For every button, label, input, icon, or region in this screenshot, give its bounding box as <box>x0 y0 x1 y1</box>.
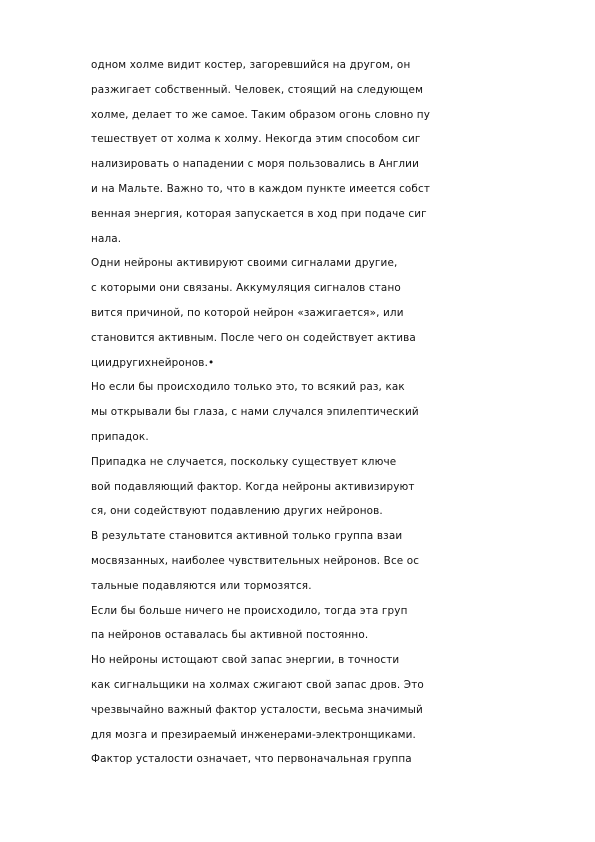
text-line: Припадка не случается, поскольку существует ключе <box>91 455 397 468</box>
text-line: Фактор усталости означает, что первоначальная группа <box>91 753 412 766</box>
text-line: циидругихнейронов.• <box>91 356 215 369</box>
text-line: и на Мальте. Важно то, что в каждом пункте имеется собст <box>91 182 431 195</box>
text-line: Но нейроны истощают свой запас энергии, в точности <box>91 654 400 667</box>
text-line: вой подавляющий фактор. Когда нейроны активизируют <box>91 480 415 493</box>
text-line: припадок. <box>91 430 149 443</box>
text-line: венная энергия, которая запускается в ход при подаче сиг <box>91 207 427 220</box>
text-line: Если бы больше ничего не происходило, тогда эта груп <box>91 604 408 617</box>
text-line: чрезвычайно важный фактор усталости, весьма значимый <box>91 703 423 716</box>
text-line: мы открывали бы глаза, с нами случался эпилептический <box>91 406 419 419</box>
body-text <box>91 53 551 772</box>
text-line: Одни нейроны активируют своими сигналами другие, <box>91 257 398 270</box>
text-line: В результате становится активной только группа взаи <box>91 530 403 543</box>
text-line: с которыми они связаны. Аккумуляция сигналов стано <box>91 282 401 295</box>
text-line: разжигает собственный. Человек, стоящий на следующем <box>91 83 424 96</box>
text-line: мосвязанных, наиболее чувствительных нейронов. Все ос <box>91 554 420 567</box>
text-line: Но если бы происходило только это, то всякий раз, как <box>91 381 405 394</box>
text-line: ся, они содействуют подавлению других нейронов. <box>91 505 383 518</box>
text-line: па нейронов оставалась бы активной постоянно. <box>91 629 369 642</box>
text-line: тешествует от холма к холму. Некогда этим способом сиг <box>91 133 421 146</box>
text-line: нализировать о нападении с моря пользовались в Англии <box>91 158 419 171</box>
text-line: становится активным. После чего он содействует актива <box>91 331 416 344</box>
text-line: тальные подавляются или тормозятся. <box>91 579 312 592</box>
text-line: нала. <box>91 232 122 245</box>
text-line: одном холме видит костер, загоревшийся на другом, он <box>91 59 411 71</box>
text-line: для мозга и презираемый инженерами-электронщиками. <box>91 728 416 741</box>
text-line: как сигнальщики на холмах сжигают свой запас дров. Это <box>91 678 424 691</box>
text-line: холме, делает то же самое. Таким образом огонь словно пу <box>91 108 431 121</box>
text-line: вится причиной, по которой нейрон «зажигается», или <box>91 306 404 319</box>
